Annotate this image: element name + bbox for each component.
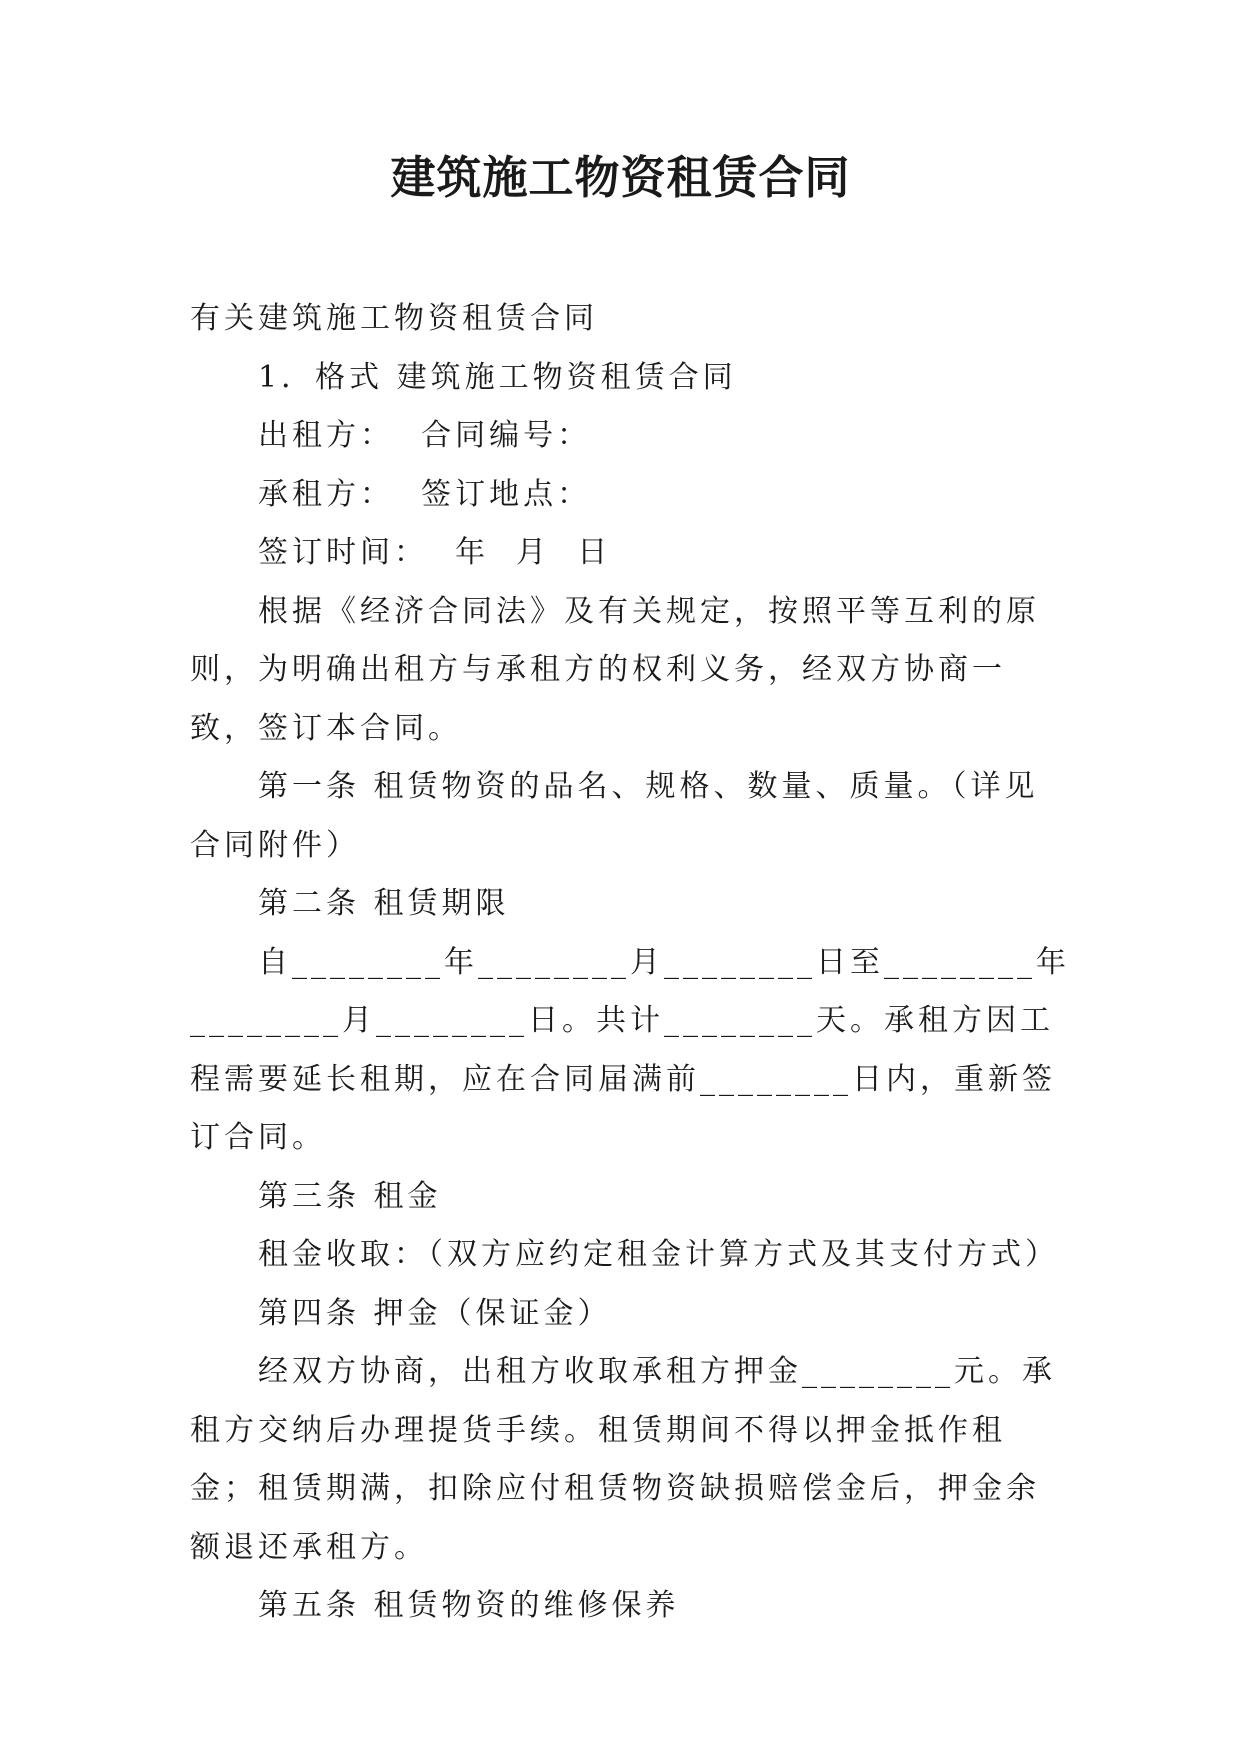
article-5-heading: 第五条 租赁物资的维修保养 (258, 1588, 680, 1623)
document-body (190, 290, 1070, 1636)
signing-date-line: 签订时间： 年 月 日 (258, 535, 612, 570)
article-2-body: 自________年________月________日至________年________月________日。共计________天。承租方因工程需要延长租期，应在合同届满前________日内，重新签订合同。 (190, 944, 1070, 1155)
article-1: 第一条 租赁物资的品名、规格、数量、质量。（详见合同附件） (190, 769, 1039, 863)
preamble-paragraph: 根据《经济合同法》及有关规定，按照平等互利的原则，为明确出租方与承租方的权利义务，经双方协商一致，签订本合同。 (190, 593, 1040, 746)
article-4-heading: 第四条 押金（保证金） (258, 1295, 612, 1331)
article-4-body: 经双方协商，出租方收取承租方押金________元。承租方交纳后办理提货手续。租赁期间不得以押金抵作租金；租赁期满，扣除应付租赁物资缺损赔偿金后，押金余额退还承租方。 (190, 1354, 1056, 1565)
article-3-body: 租金收取：（双方应约定租金计算方式及其支付方式） (258, 1237, 1059, 1272)
article-2-heading: 第二条 租赁期限 (258, 886, 510, 921)
document-title: 建筑施工物资租赁合同 (390, 151, 851, 204)
article-3-heading: 第三条 租金 (258, 1178, 442, 1214)
format-line: 1．格式 建筑施工物资租赁合同 (258, 359, 737, 395)
lessee-line: 承租方： 签订地点： (258, 476, 592, 512)
intro-heading: 有关建筑施工物资租赁合同 (190, 301, 598, 336)
lessor-line: 出租方： 合同编号： (258, 418, 592, 453)
